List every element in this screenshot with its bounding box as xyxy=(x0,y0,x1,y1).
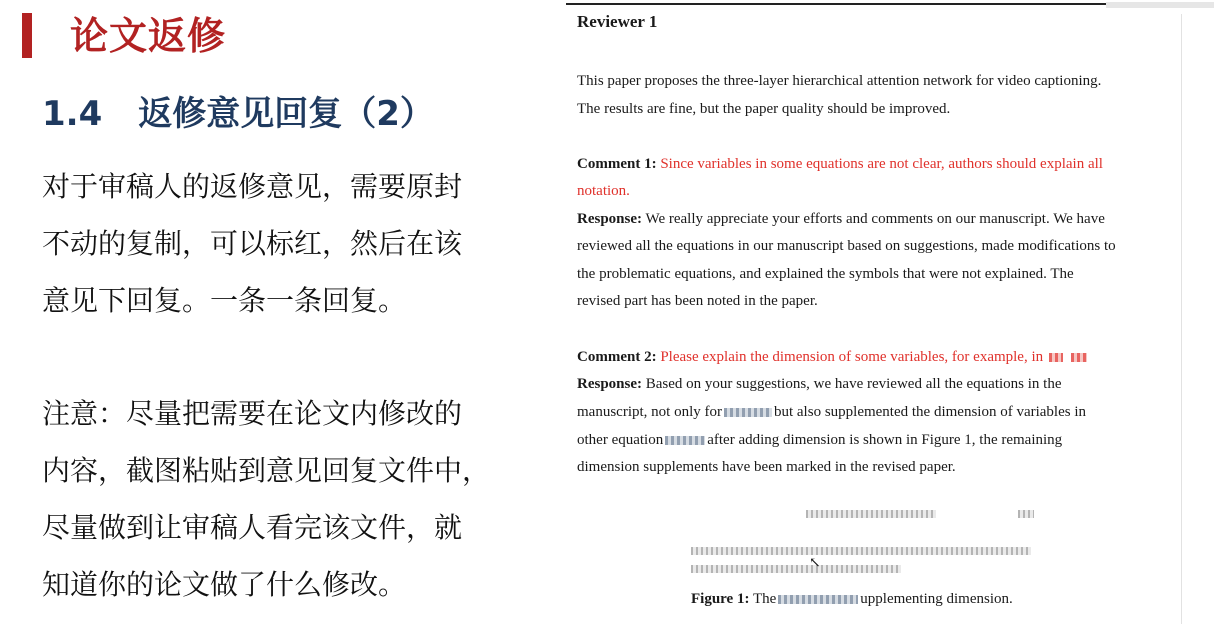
paragraph-line: 对于审稿人的返修意见，需要原封 xyxy=(42,170,463,203)
paragraph-line: 知道你的论文做了什么修改。 xyxy=(42,568,407,601)
paragraph-line: 意见下回复。一条一条回复。 xyxy=(42,284,407,317)
summary-line: This paper proposes the three-layer hierarchical attention network for video captioning. xyxy=(577,73,1102,89)
blurred-equation xyxy=(724,408,772,417)
blurred-equation xyxy=(1049,353,1063,362)
comment-label: Comment 1: xyxy=(577,156,657,172)
section-heading xyxy=(42,86,434,142)
caption-text: upplementing dimension. xyxy=(860,591,1013,607)
section-number: 1.4 xyxy=(42,94,103,134)
comment-text: Since variables in some equations are not clear, authors should explain all xyxy=(660,156,1103,172)
slide-panel xyxy=(0,0,560,631)
note-paragraph xyxy=(42,385,542,613)
caption-text: The xyxy=(752,591,777,607)
blurred-equation xyxy=(665,436,705,445)
comment-1 xyxy=(577,154,1103,174)
comment-label: Comment 2: xyxy=(577,349,657,365)
reviewer-heading: Reviewer 1 xyxy=(577,12,658,31)
figure-equation-blur xyxy=(691,565,901,573)
response-1 xyxy=(577,209,1105,229)
document-scroll-edge xyxy=(1106,2,1214,8)
paragraph-line: 不动的复制，可以标红，然后在该 xyxy=(42,227,463,260)
response-line: the problematic equations, and explained the symbols that were not explained. The xyxy=(577,266,1074,282)
response-document xyxy=(566,0,1214,631)
figure-equation-blur xyxy=(1018,510,1034,518)
response-line: revised part has been noted in the paper. xyxy=(577,293,818,309)
comment-text: Please explain the dimension of some variables, for example, in xyxy=(660,349,1044,365)
response-label: Response: xyxy=(577,211,643,227)
response-text: after adding dimension is shown in Figure 1, the remaining xyxy=(707,432,1063,448)
response-text: other equation xyxy=(577,432,664,448)
blurred-equation xyxy=(778,595,858,604)
instruction-paragraph xyxy=(42,158,542,329)
caption-label: Figure 1: xyxy=(691,591,750,607)
comment-text-continued: notation. xyxy=(577,183,630,199)
title-accent-bar xyxy=(22,13,32,58)
blurred-equation xyxy=(1071,353,1087,362)
response-line xyxy=(577,430,1062,450)
response-text: but also supplemented the dimension of variables in xyxy=(773,404,1087,420)
mouse-cursor-icon: ↖ xyxy=(809,556,821,571)
comment-2 xyxy=(577,347,1089,367)
document-top-rule xyxy=(566,3,1106,5)
summary-line: The results are fine, but the paper quality should be improved. xyxy=(577,101,951,117)
response-text: manuscript, not only for xyxy=(577,404,722,420)
response-line xyxy=(577,402,1086,422)
response-text: Based on your suggestions, we have reviewed all the equations in the xyxy=(645,376,1062,392)
section-title: 返修意见回复（2） xyxy=(138,94,434,134)
figure-equation-blur xyxy=(806,510,936,518)
slide-title: 论文返修 xyxy=(70,14,227,58)
response-line: reviewed all the equations in our manuscript based on suggestions, made modifications to xyxy=(577,238,1116,254)
paragraph-line: 内容，截图粘贴到意见回复文件中， xyxy=(42,454,491,487)
paragraph-line: 注意：尽量把需要在论文内修改的 xyxy=(42,397,463,430)
paragraph-line: 尽量做到让审稿人看完该文件，就 xyxy=(42,511,463,544)
response-label: Response: xyxy=(577,376,643,392)
document-margin-line xyxy=(1181,14,1182,624)
response-line: dimension supplements have been marked in the revised paper. xyxy=(577,459,956,475)
figure-equation-blur xyxy=(691,547,1031,555)
figure-caption xyxy=(691,589,1013,609)
response-2 xyxy=(577,374,1062,394)
response-text: We really appreciate your efforts and comments on our manuscript. We have xyxy=(645,211,1105,227)
